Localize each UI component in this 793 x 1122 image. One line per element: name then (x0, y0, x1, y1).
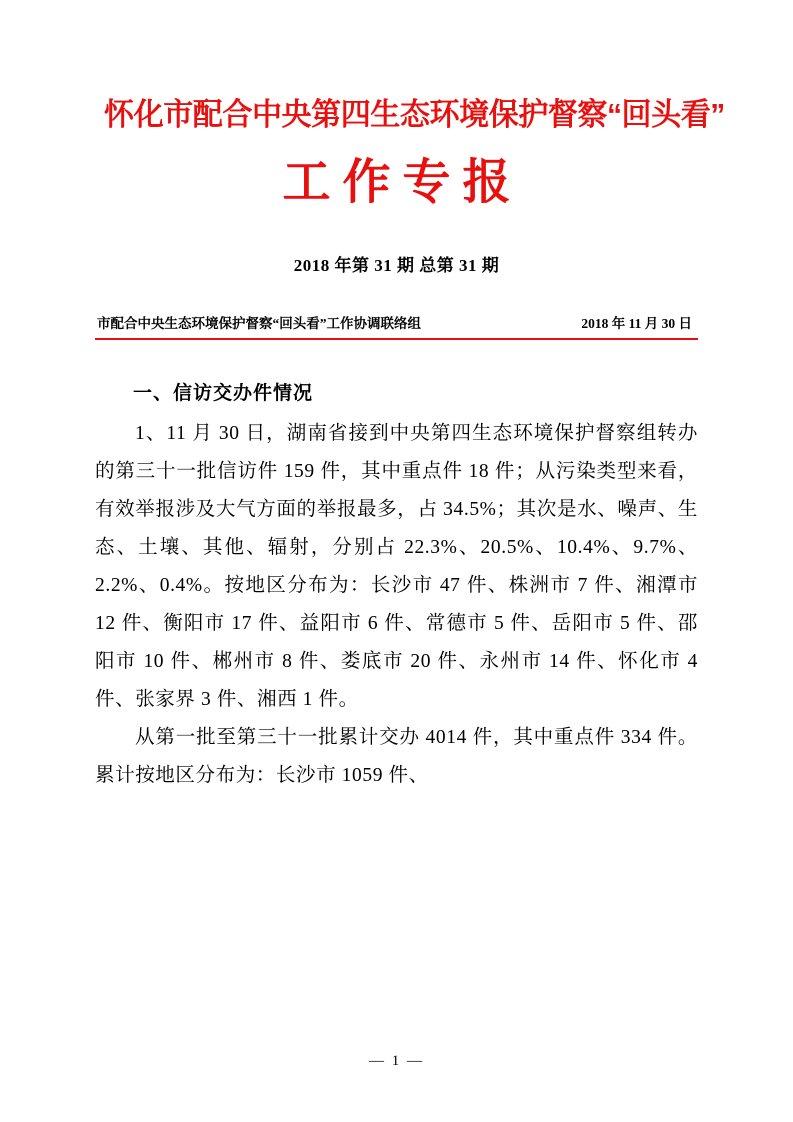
section-body (95, 415, 698, 795)
masthead-title-line-1: 怀化市配合中央第四生态环境保护督察“回头看” (104, 97, 725, 132)
header-divider-rule (95, 338, 698, 340)
paragraph: 1、11 月 30 日，湖南省接到中央第四生态环境保护督察组转办的第三十一批信访件 159 件，其中重点件 18 件；从污染类型来看，有效举报涉及大气方面的举报最多，占 34.5%；其次是水、噪声、生态、土壤、其他、辐射，分别占 22.3%、20.5%、10.4%、9.7%、2.2%、0.4%。按地区分布为：长沙市 47 件、株洲市 7 件、湘潭市 12 件、衡阳市 17 件、益阳市 6 件、常德市 5 件、岳阳市 5 件、邵阳市 10 件、郴州市 8 件、娄底市 20 件、永州市 14 件、怀化市 4 件、张家界 3 件、湘西 1 件。 (95, 423, 698, 711)
publication-date: 2018 年 11 月 30 日 (581, 316, 692, 332)
issue-number: 2018 年第 31 期 总第 31 期 (293, 256, 500, 276)
page-number: — 1 — (369, 1053, 424, 1069)
masthead-title-line-2: 工作专报 (282, 156, 523, 210)
issuing-body: 市配合中央生态环境保护督察“回头看”工作协调联络组 (97, 316, 421, 332)
document-meta (95, 312, 698, 338)
paragraph: 从第一批至第三十一批累计交办 4014 件，其中重点件 334 件。累计按地区分布为：长沙市 1059 件、 (95, 727, 698, 787)
section-heading: 一、信访交办件情况 (133, 383, 314, 405)
masthead (95, 0, 725, 219)
